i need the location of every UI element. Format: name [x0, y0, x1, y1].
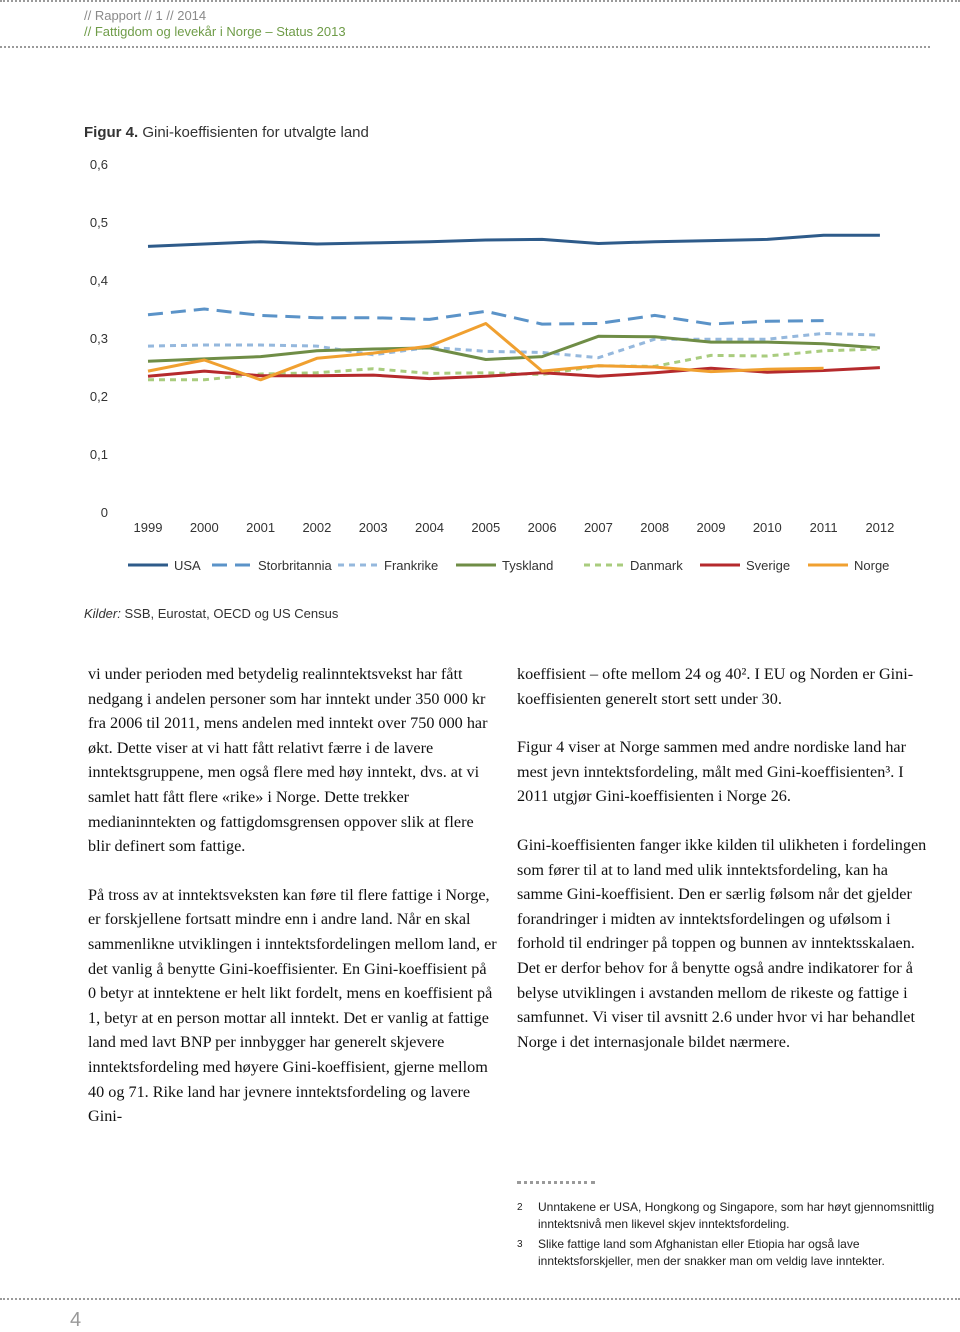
- body-paragraph: På tross av at inntektsveksten kan føre til flere fattige i Norge, er forskjellene fortsatt mindre enn i andre land. Når en skal sammenlikne utviklingen i inntektsfordelingen mellom land, er det vanlig å benytte Gini-koeffisienter. En Gini-koeffisient på 0 betyr at inntektene er helt likt fordelt, mens en koeffisient på 1, betyr at en person mottar all inntekt. Det er vanlig at fattige land med lavt BNP per innbygger har generelt skjevere inntektsfordeling med høyere Gini-koeffisient, gjerne mellom 40 og 71. Rike land har jevnere inntektsfordeling og lavere Gini-: [88, 885, 497, 1126]
- x-tick-label: 2002: [302, 520, 332, 535]
- legend-label: USA: [174, 558, 201, 573]
- body-column-right: [517, 662, 927, 1078]
- x-tick-label: 2003: [358, 520, 388, 535]
- y-tick-label: 0,2: [89, 389, 108, 404]
- x-tick-label: 2005: [471, 520, 501, 535]
- legend-label: Storbritannia: [258, 558, 332, 573]
- y-tick-label: 0,1: [89, 447, 108, 462]
- y-tick-label: 0,4: [89, 273, 108, 288]
- x-tick-label: 2012: [865, 520, 895, 535]
- footnote: [517, 1236, 937, 1270]
- x-tick-label: 2006: [527, 520, 557, 535]
- x-tick-label: 2007: [583, 520, 613, 535]
- footnote: [517, 1199, 937, 1233]
- y-tick-label: 0: [100, 505, 108, 520]
- legend-label: Tyskland: [502, 558, 554, 573]
- series-line: [148, 235, 880, 246]
- body-paragraph: koeffisient – ofte mellom 24 og 40². I EU og Norden er Gini-koeffisienten generelt stort sett under 30.: [517, 665, 914, 708]
- footnote-number: 2: [517, 1202, 523, 1213]
- figure-source: [84, 606, 338, 621]
- x-tick-label: 2010: [752, 520, 782, 535]
- y-tick-label: 0,5: [89, 215, 108, 230]
- legend-label: Danmark: [630, 558, 683, 573]
- source-label: Kilder:: [84, 606, 121, 621]
- body-paragraph: Gini-koeffisienten fanger ikke kilden til ulikheten i fordelingen som fører til at to land med ulik inntektsfordeling, kan ha samme Gini-koeffisient. Den er særlig følsom når det gjelder forandringer i midten av inntektsfordelingen og ufølsom i forhold til endringer på toppen og bunnen av inntektsskalaen. Det er derfor behov for å benytte også andre indikatorer for å belyse utviklingen i avstanden mellom de rikeste og fattige i samfunnet. Vi viser til avsnitt 2.6 under hvor vi har behandlet Norge i det internasjonale bildet nærmere.: [517, 835, 927, 1051]
- series-line: [148, 309, 824, 324]
- header-bottom-rule: [0, 46, 930, 48]
- footnote-text: Unntakene er USA, Hongkong og Singapore, som har høyt gjennomsnittlig inntektsnivå men likevel skjev inntektsfordeling.: [538, 1200, 935, 1231]
- y-tick-label: 0,3: [89, 331, 108, 346]
- y-tick-label: 0,6: [89, 157, 108, 172]
- x-tick-label: 2011: [809, 520, 838, 535]
- legend-label: Sverige: [746, 558, 791, 573]
- report-subtitle-line: // Fattigdom og levekår i Norge – Status 2013: [84, 24, 346, 39]
- body-column-left: [88, 662, 498, 1153]
- legend-label: Norge: [854, 558, 890, 573]
- x-tick-label: 2004: [415, 520, 444, 535]
- page-number: 4: [70, 1309, 82, 1331]
- figure-label: Figur 4.: [84, 124, 139, 141]
- x-tick-label: 1999: [133, 520, 163, 535]
- body-paragraph: Figur 4 viser at Norge sammen med andre nordiske land har mest jevn inntektsfordeling, målt med Gini-koeffisienten³. I 2011 utgjør Gini-koeffisienten i Norge 26.: [517, 738, 906, 806]
- header-top-rule: [0, 0, 960, 2]
- footer-rule: [0, 1298, 960, 1300]
- x-tick-label: 2001: [246, 520, 276, 535]
- footnote-number: 3: [517, 1239, 523, 1250]
- gini-line-chart: [0, 150, 960, 590]
- footnote-text: Slike fattige land som Afghanistan eller Etiopia har også lave inntektsforskjeller, men der snakker man om veldig lave inntekter.: [538, 1237, 885, 1268]
- figure-caption: Gini-koeffisienten for utvalgte land: [142, 124, 369, 141]
- x-tick-label: 2000: [189, 520, 219, 535]
- series-line: [148, 324, 824, 380]
- figure-title: [84, 124, 369, 141]
- source-text: SSB, Eurostat, OECD og US Census: [124, 606, 339, 621]
- legend-label: Frankrike: [384, 558, 439, 573]
- footnote-separator: [517, 1181, 595, 1184]
- x-tick-label: 2008: [640, 520, 670, 535]
- body-paragraph: vi under perioden med betydelig realinntektsvekst har fått nedgang i andelen personer som har inntekt under 350 000 kr fra 2006 til 2011, mens andelen med inntekt over 750 000 har økt. Dette viser at vi hatt fått relativt færre i de lavere inntektsgruppene, men også flere med høy inntekt, dvs. at vi samlet hatt fått flere «rike» i Norge. Dette trekker medianinntekten og fattigdomsgrensen oppover slik at flere blir definert som fattige.: [88, 665, 488, 856]
- report-header-line: // Rapport // 1 // 2014: [84, 8, 207, 23]
- x-tick-label: 2009: [696, 520, 726, 535]
